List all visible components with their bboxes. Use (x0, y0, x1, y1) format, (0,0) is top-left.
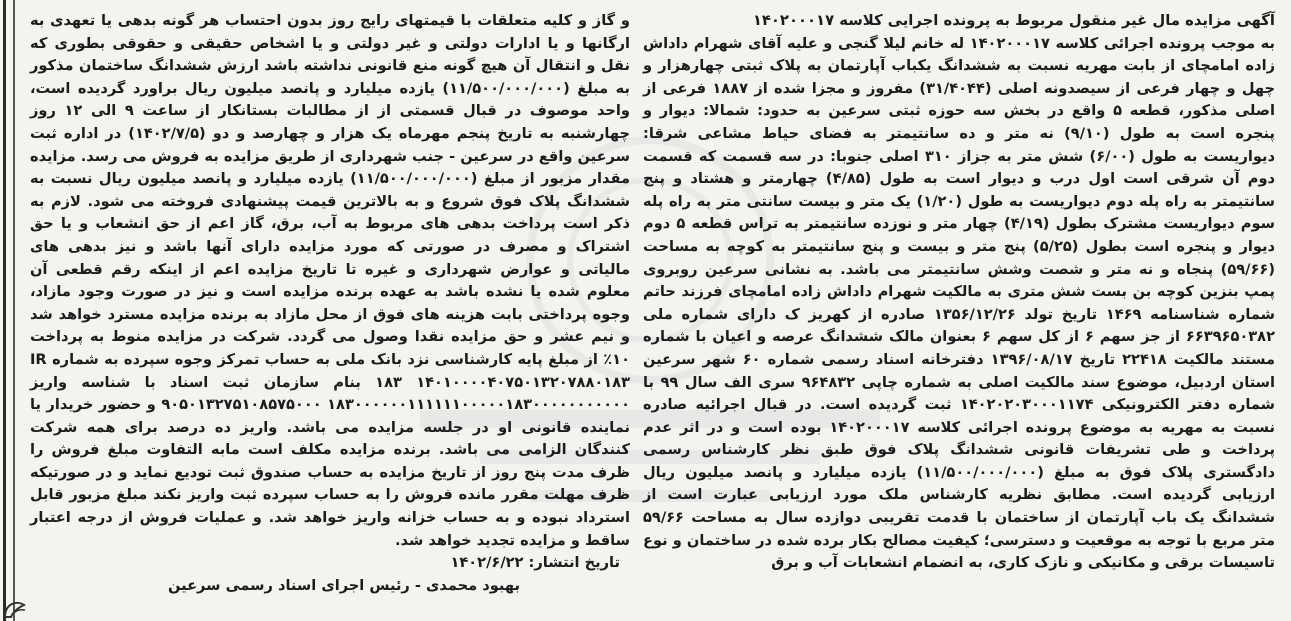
notice-body-part-2: و گاز و کلیه متعلقات با قیمتهای رایج روز بدون احتساب هر گونه بدهی یا تعهدی به ارگانها و یا ادارات دولتی و غیر دولتی و یا اشخاص حقیقی و حقوقی بطوری که نقل و انتقال آن هیچ گونه منع قانونی نداشته باشد ارزش ششدانگ ساختمان مذکور به مبلغ (۱۱/۵۰۰/۰۰۰/۰۰۰) یازده میلیارد و پانصد میلیون ریال براورد گردیده است، واحد موصوف در قبال قسمتی از از مطالبات بستانکار از ساعت ۹ الی ۱۲ روز چهارشنبه به تاریخ پنجم مهرماه یک هزار و چهارصد و دو (۱۴۰۲/۷/۵) در اداره ثبت سرعین واقع در سرعین - جنب شهرداری از طریق مزایده به فروش می رسد. مزایده مقدار مزبور از مبلغ (۱۱/۵۰۰/۰۰۰/۰۰۰) یازده میلیارد و پانصد میلیون ریال نسبت به ششدانگ پلاک فوق شروع و به بالاترین قیمت پیشنهادی فروخته می شود. لازم به ذکر است پرداخت بدهی های مربوط به آب، برق، گاز اعم از حق انشعاب و یا حق اشتراک و مصرف در صورتی که مورد مزایده دارای آنها باشد و نیز بدهی های مالیاتی و عوارض شهرداری و غیره تا تاریخ مزایده اعم از اینکه رقم قطعی آن معلوم شده یا نشده باشد به عهده برنده مزایده است و نیز در صورت وجود مازاد، وجوه پرداختی بابت هزینه های فوق از محل مازاد به برنده مزایده مسترد خواهد شد و نیم عشر و حق مزایده نقدا وصول می گردد. شرکت در مزایده منوط به پرداخت ۱۰٪ از مبلغ پایه کارشناسی نزد بانک ملی به حساب تمرکز وجوه سپرده به شماره IR ۱۸۳ ۱۴۰۱۰۰۰۰۴۰۷۵۰۱۳۲۰۷۸۸۰۱۸۳ بنام سازمان ثبت اسناد با شناسه واریز ۱۸۳۰۰۰۰۰۰۱۱۱۱۱۱۰۰۰۰۰۱۸۳۰۰۰۰۰۰۰۰۰۰۰ ۹۰۵۰۱۳۲۷۵۱۰۸۵۷۵۰۰۰ و حضور خریدار یا نماینده قانونی او در جلسه مزایده می باشد. واریز ده درصد برای همه شرکت کنندگان الزامی می باشد. برنده مزایده مکلف است مابه التفاوت مبلغ فروش را ظرف مدت پنج روز از تاریخ مزایده به حساب صندوق ثبت تودیع نماید و در صورتیکه ظرف مهلت مقرر مانده فروش را به حساب سپرده ثبت واریز نکند مبلغ مزبور قابل استرداد نبوده و به حساب خزانه واریز خواهد شد. و عملیات فروش از درجه اعتبار ساقط و مزایده تجدید خواهد شد. (30, 12, 631, 549)
left-column (30, 10, 630, 597)
notice-heading: آگهی مزایده مال غیر منقول مربوط به پرونده اجرایی کلاسه ۱۴۰۲۰۰۰۱۷ (752, 12, 1275, 29)
publisher-logo-icon (2, 598, 28, 620)
publish-date: تاریخ انتشار: ۱۴۰۲/۶/۲۲ (450, 554, 620, 572)
right-column (643, 10, 1275, 575)
signature-line: بهبود محمدی - رئیس اجرای اسناد رسمی سرعین (168, 576, 520, 594)
column-rule (13, 0, 15, 621)
notice-body-part-1: به موجب پرونده اجرائی کلاسه ۱۴۰۲۰۰۰۱۷ له خانم لیلا گنجی و علیه آقای شهرام داداش زاده امامچای از بابت مهریه نسبت به ششدانگ یکباب آپارتمان به پلاک ثبتی چهارهزار و چهل و چهار فرعی از سیصدونه اصلی (۳۱/۴۰۴۴) مفروز و مجزا شده از ۱۸۸۷ فرعی از اصلی مذکور، قطعه ۵ واقع در بخش سه حوزه ثبتی سرعین به حدود: شمالا: دیوار و پنجره است به طول (۹/۱۰) نه متر و ده سانتیمتر به فضای حیاط مشاعی شرقا: دیواریست به طول (۶/۰۰) شش متر به جزاز ۳۱۰ اصلی جنوبا: در سه قسمت که قسمت دوم آن شرقی است اول درب و دیوار است به طول (۴/۸۵) چهارمتر و هشتاد و پنج سانتیمتر به راه پله دوم دیواریست به طول (۱/۲۰) یک متر و بیست سانتی متر به راه پله سوم دیواریست مشترک بطول (۴/۱۹) چهار متر و نوزده سانتیمتر به تراس قطعه ۵ دوم دیوار و پنجره است بطول (۵/۲۵) پنج متر و بیست و پنج سانتیمتر به کوچه به مساحت (۵۹/۶۶) پنجاه و نه متر و شصت وشش سانتیمتر می باشد. به نشانی سرعین روبروی پمپ بنزین کوچه بن بست شش متری به مالکیت شهرام داداش زاده امامچای فرزند حاتم شماره شناسنامه ۱۴۶۹ تاریخ تولد ۱۳۵۶/۱۲/۲۶ صادره از کهریز ک دارای شماره ملی ۶۶۳۹۶۵۰۳۸۲ از جز سهم ۶ از کل سهم ۶ بعنوان مالک ششدانگ عرصه و اعیان با شماره مستند مالکیت ۲۲۴۱۸ تاریخ ۱۳۹۶/۰۸/۱۷ دفترخانه اسناد رسمی شماره ۶۰ شهر سرعین استان اردبیل، موضوع سند مالکیت اصلی به شماره چاپی ۹۶۴۸۳۲ سری الف سال ۹۹ با شماره دفتر الکترونیکی ۱۴۰۲۰۲۰۳۰۰۰۱۱۷۴ ثبت گردیده است. در قبال اجرائیه صادره نسبت به مهریه به موضوع پرونده اجرائی کلاسه ۱۴۰۲۰۰۰۱۷ بوده است و در اثر عدم پرداخت و طی تشریفات قانونی ششدانگ پلاک فوق طبق نظر کارشناس رسمی دادگستری پلاک فوق به مبلغ (۱۱/۵۰۰/۰۰۰/۰۰۰) یازده میلیارد و پانصد میلیون ریال ارزیابی گردیده است. مطابق نظریه کارشناس ملک مورد ارزیابی عبارت است از ششدانگ یک باب آپارتمان از ساختمان با قدمت تقریبی دوازده سال به مساحت ۵۹/۶۶ متر مربع با توجه به موقعیت و دسترسی؛ کیفیت مصالح بکار برده شده در ساختمان و نوع تاسیسات برقی و مکانیکی و نازک کاری، به انضمام انشعابات آب و برق (643, 34, 1276, 572)
column-rule (3, 0, 6, 621)
